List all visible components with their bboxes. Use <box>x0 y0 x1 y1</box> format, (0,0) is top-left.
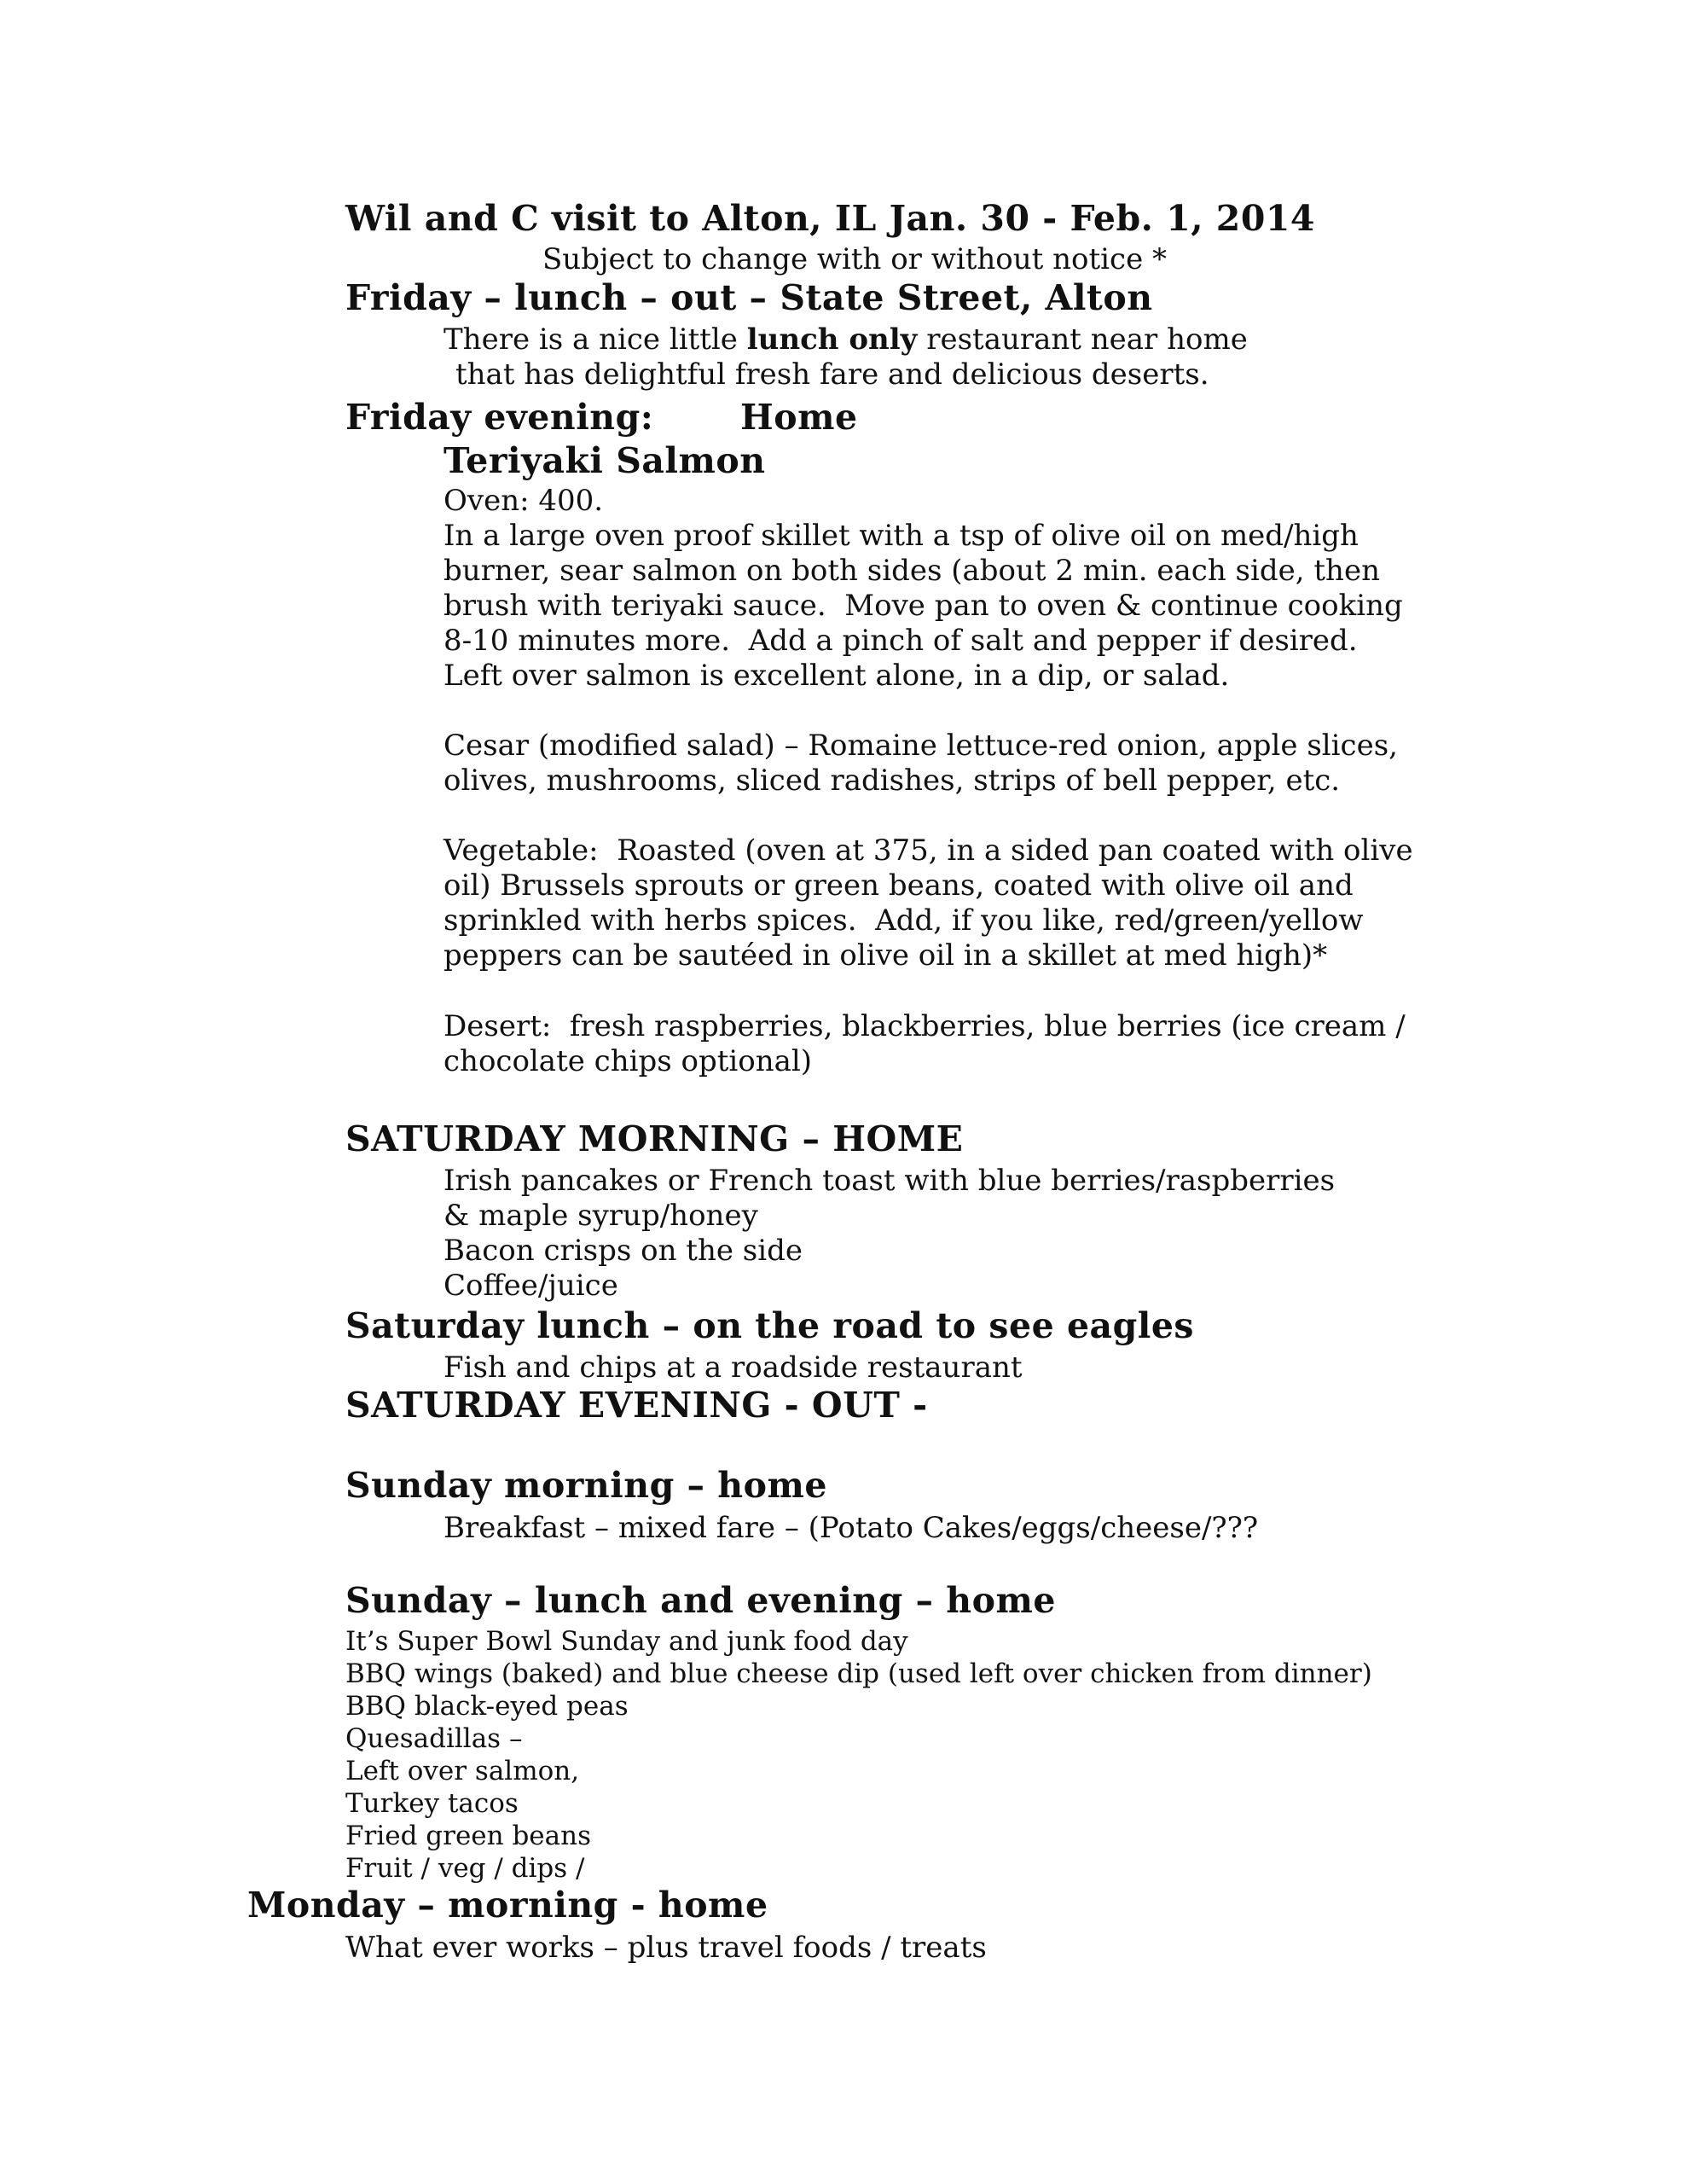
vegetable-line: Vegetable: Roasted (oven at 375, in a sided pan coated with olive <box>443 834 1413 868</box>
dish-title: Teriyaki Salmon <box>443 440 766 481</box>
sunday-lunch-item: It’s Super Bowl Sunday and junk food day <box>345 1626 908 1657</box>
sunday-lunch-item: Fruit / veg / dips / <box>345 1853 585 1884</box>
recipe-line: Left over salmon is excellent alone, in a dip, or salad. <box>443 659 1230 693</box>
recipe-line: In a large oven proof skillet with a tsp of olive oil on med/high <box>443 519 1359 553</box>
vegetable-line: sprinkled with herbs spices. Add, if you like, red/green/yellow <box>443 903 1364 938</box>
vegetable-line: peppers can be sautéed in olive oil in a skillet at med high)* <box>443 938 1328 973</box>
salad-line: olives, mushrooms, sliced radishes, strips of bell pepper, etc. <box>443 764 1341 798</box>
desert-line: chocolate chips optional) <box>443 1044 813 1078</box>
oven-temperature: Oven: 400. <box>443 484 604 518</box>
saturday-morning-item: Coffee/juice <box>443 1269 618 1303</box>
sunday-lunch-item: Fried green beans <box>345 1821 592 1851</box>
friday-lunch-heading: Friday – lunch – out – State Street, Alton <box>345 277 1153 318</box>
friday-lunch-line-1 <box>443 322 1248 357</box>
document-title: Wil and C visit to Alton, IL Jan. 30 - Feb. 1, 2014 <box>345 198 1315 239</box>
saturday-evening-heading: SATURDAY EVENING - OUT - <box>345 1385 928 1426</box>
desert-line: Desert: fresh raspberries, blackberries, blue berries (ice cream / <box>443 1009 1406 1043</box>
recipe-line: brush with teriyaki sauce. Move pan to oven & continue cooking <box>443 589 1403 623</box>
recipe-line: burner, sear salmon on both sides (about 2 min. each side, then <box>443 554 1380 588</box>
monday-morning-heading: Monday – morning - home <box>247 1885 768 1926</box>
saturday-lunch-heading: Saturday lunch – on the road to see eagles <box>345 1305 1195 1346</box>
sunday-lunch-item: Turkey tacos <box>345 1788 519 1819</box>
saturday-morning-item: Irish pancakes or French toast with blue berries/raspberries <box>443 1164 1336 1198</box>
saturday-lunch-item: Fish and chips at a roadside restaurant <box>443 1350 1023 1385</box>
friday-lunch-line-1-pre: There is a nice little <box>443 322 747 357</box>
friday-lunch-line-1-post: restaurant near home <box>917 322 1248 357</box>
sunday-morning-heading: Sunday morning – home <box>345 1465 827 1506</box>
sunday-lunch-item: Quesadillas – <box>345 1723 523 1754</box>
recipe-line: 8-10 minutes more. Add a pinch of salt and pepper if desired. <box>443 624 1358 658</box>
saturday-morning-heading: SATURDAY MORNING – HOME <box>345 1118 964 1159</box>
salad-line: Cesar (modified salad) – Romaine lettuce-red onion, apple slices, <box>443 729 1398 763</box>
sunday-morning-item: Breakfast – mixed fare – (Potato Cakes/eggs/cheese/??? <box>443 1511 1259 1545</box>
saturday-morning-item: Bacon crisps on the side <box>443 1234 803 1268</box>
sunday-lunch-heading: Sunday – lunch and evening – home <box>345 1580 1056 1621</box>
vegetable-line: oil) Brussels sprouts or green beans, coated with olive oil and <box>443 868 1354 903</box>
friday-lunch-line-2: that has delightful fresh fare and delicious deserts. <box>455 357 1209 392</box>
monday-morning-item: What ever works – plus travel foods / treats <box>345 1931 987 1965</box>
sunday-lunch-item: Left over salmon, <box>345 1756 580 1786</box>
friday-evening-heading-label: Friday evening: <box>345 397 654 438</box>
document-subtitle: Subject to change with or without notice * <box>542 242 1167 276</box>
friday-evening-heading-place: Home <box>740 397 858 438</box>
sunday-lunch-item: BBQ wings (baked) and blue cheese dip (used left over chicken from dinner) <box>345 1658 1372 1689</box>
saturday-morning-item: & maple syrup/honey <box>443 1199 758 1233</box>
sunday-lunch-item: BBQ black-eyed peas <box>345 1691 629 1722</box>
lunch-only-emphasis: lunch only <box>746 322 918 357</box>
